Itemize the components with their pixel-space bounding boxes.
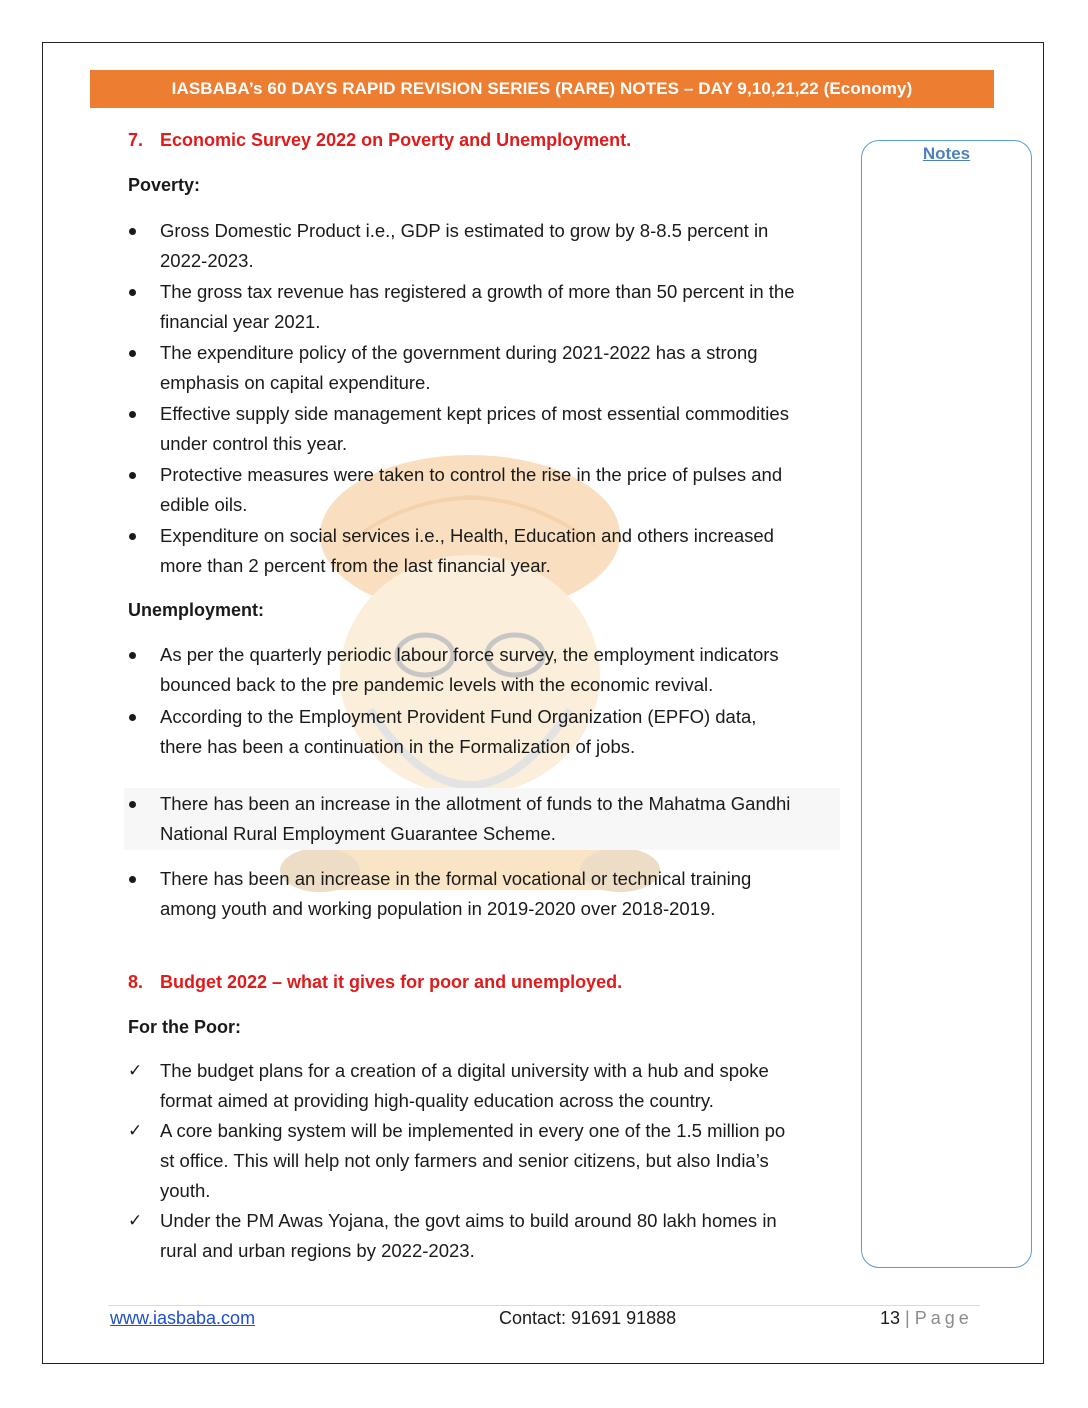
list-item-line: youth. (160, 1180, 211, 1201)
list-item-line: st office. This will help not only farmers and senior citizens, but also India’s (160, 1150, 769, 1171)
section-8-title (128, 972, 622, 993)
list-item-line: The expenditure policy of the government during 2021-2022 has a strong (160, 342, 758, 363)
list-item (128, 864, 843, 924)
list-item-line: Expenditure on social services i.e., Health, Education and others increased (160, 525, 774, 546)
list-item-line: format aimed at providing high-quality education across the country. (160, 1090, 714, 1111)
list-item-line: under control this year. (160, 433, 348, 454)
checkmark-icon: ✓ (128, 1061, 143, 1081)
unemployment-heading: Unemployment: (128, 600, 265, 620)
list-item-line: The gross tax revenue has registered a growth of more than 50 percent in the (160, 281, 795, 302)
bullet-dot-icon (129, 876, 136, 883)
page-separator: | (905, 1308, 910, 1328)
list-item (128, 1056, 843, 1116)
bullet-dot-icon (129, 411, 136, 418)
footer-contact: Contact: 91691 91888 (499, 1308, 677, 1328)
list-item-line: financial year 2021. (160, 311, 321, 332)
list-item-line: among youth and working population in 2019-2020 over 2018-2019. (160, 898, 716, 919)
list-item (128, 216, 843, 276)
page-label: Page (914, 1308, 973, 1328)
list-item-line: The budget plans for a creation of a digital university with a hub and spoke (160, 1060, 769, 1081)
list-item-line: rural and urban regions by 2022-2023. (160, 1240, 475, 1261)
list-item-line: Protective measures were taken to control the rise in the price of pulses and (160, 464, 783, 485)
list-item-line: A core banking system will be implemented in every one of the 1.5 million po (160, 1120, 786, 1141)
list-item (128, 521, 843, 581)
list-item-line: As per the quarterly periodic labour force survey, the employment indicators (160, 644, 779, 665)
list-item (128, 789, 843, 849)
section-number: 8. (128, 972, 144, 992)
list-item (128, 1116, 843, 1206)
list-item-line: emphasis on capital expenditure. (160, 372, 431, 393)
list-item (128, 277, 843, 337)
list-item-line: bounced back to the pre pandemic levels with the economic revival. (160, 674, 714, 695)
list-item (128, 338, 843, 398)
notes-label: Notes (922, 144, 971, 163)
list-item (128, 460, 843, 520)
bullet-dot-icon (129, 533, 136, 540)
checkmark-icon: ✓ (128, 1121, 143, 1141)
bullet-dot-icon (129, 289, 136, 296)
list-item (128, 702, 843, 762)
page-header-banner (90, 70, 994, 108)
list-item-line: Gross Domestic Product i.e., GDP is estimated to grow by 8-8.5 percent in (160, 220, 769, 241)
bullet-dot-icon (129, 714, 136, 721)
list-item-line: Under the PM Awas Yojana, the govt aims to build around 80 lakh homes in (160, 1210, 777, 1231)
list-item-line: edible oils. (160, 494, 248, 515)
section-title-text: Budget 2022 – what it gives for poor and unemployed. (160, 972, 623, 992)
section-title-text: Economic Survey 2022 on Poverty and Unemployment. (160, 130, 632, 150)
section-number: 7. (128, 130, 144, 150)
bullet-dot-icon (129, 472, 136, 479)
list-item (128, 1206, 843, 1266)
section-7-title (128, 130, 631, 151)
list-item-line: there has been a continuation in the Formalization of jobs. (160, 736, 636, 757)
list-item-line: 2022-2023. (160, 250, 254, 271)
website-link[interactable]: www.iasbaba.com (110, 1308, 256, 1328)
bullet-dot-icon (129, 801, 136, 808)
list-item-line: National Rural Employment Guarantee Scheme. (160, 823, 556, 844)
checkmark-icon: ✓ (128, 1211, 143, 1231)
list-item (128, 640, 843, 700)
bullet-dot-icon (129, 350, 136, 357)
list-item-line: Effective supply side management kept prices of most essential commodities (160, 403, 789, 424)
footer-divider (108, 1305, 980, 1306)
poverty-heading: Poverty: (128, 175, 201, 195)
list-item (128, 399, 843, 459)
bullet-dot-icon (129, 652, 136, 659)
notes-panel (861, 140, 1032, 1268)
list-item-line: There has been an increase in the formal vocational or technical training (160, 868, 752, 889)
page-number (880, 1308, 973, 1329)
bullet-dot-icon (129, 228, 136, 235)
list-item-line: more than 2 percent from the last financial year. (160, 555, 551, 576)
header-title: IASBABA’s 60 DAYS RAPID REVISION SERIES (RARE) NOTES – DAY 9,10,21,22 (Economy) (171, 79, 913, 98)
list-item-line: There has been an increase in the allotment of funds to the Mahatma Gandhi (160, 793, 791, 814)
for-the-poor-heading: For the Poor: (128, 1017, 241, 1037)
page-number-value: 13 (880, 1308, 901, 1328)
list-item-line: According to the Employment Provident Fund Organization (EPFO) data, (160, 706, 757, 727)
